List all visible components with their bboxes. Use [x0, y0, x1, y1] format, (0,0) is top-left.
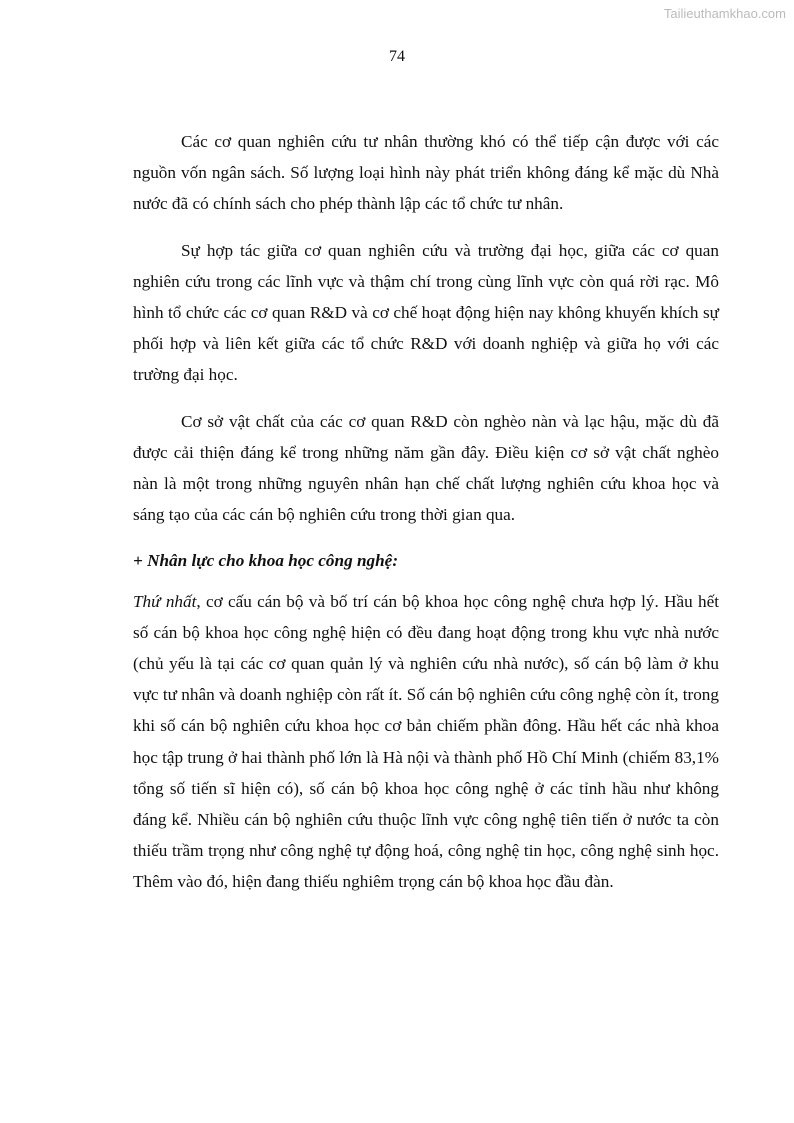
paragraph-human-resources — [133, 586, 719, 898]
paragraph-text: , cơ cấu cán bộ và bố trí cán bộ khoa học công nghệ chưa hợp lý. Hầu hết số cán bộ khoa học công nghệ hiện có đều đang hoạt động trong khu vực nhà nước (chủ yếu là tại các cơ quan quản lý và nghiên cứu nhà nước), số cán bộ làm ở khu vực tư nhân và doanh nghiệp còn rất ít. Số cán bộ nghiên cứu công nghệ còn ít, trong khi số cán bộ nghiên cứu khoa học cơ bản chiếm phần đông. Hầu hết các nhà khoa học tập trung ở hai thành phố lớn là Hà nội và thành phố Hồ Chí Minh (chiếm 83,1% tổng số tiến sĩ hiện có), số cán bộ khoa học công nghệ ở các tỉnh hầu như không đáng kể. Nhiều cán bộ nghiên cứu thuộc lĩnh vực công nghệ tiên tiến ở nước ta còn thiếu trầm trọng như công nghệ tự động hoá, công nghệ tin học, công nghệ sinh học. Thêm vào đó, hiện đang thiếu nghiêm trọng cán bộ khoa học đầu đàn. — [133, 591, 719, 892]
page-number: 74 — [389, 48, 405, 65]
document-body — [133, 126, 719, 898]
paragraph-cooperation: Sự hợp tác giữa cơ quan nghiên cứu và trường đại học, giữa các cơ quan nghiên cứu trong các lĩnh vực và thậm chí trong cùng lĩnh vực còn quá rời rạc. Mô hình tổ chức các cơ quan R&D và cơ chế hoạt động hiện nay không khuyến khích sự phối hợp và liên kết giữa các tổ chức R&D với doanh nghiệp và giữa họ với các trường đại học. — [133, 240, 719, 385]
paragraph-facilities: Cơ sở vật chất của các cơ quan R&D còn nghèo nàn và lạc hậu, mặc dù đã được cải thiện đáng kể trong những năm gần đây. Điều kiện cơ sở vật chất nghèo nàn là một trong những nguyên nhân hạn chế chất lượng nghiên cứu khoa học và sáng tạo của các cán bộ nghiên cứu trong thời gian qua. — [133, 411, 719, 525]
watermark: Tailieuthamkhao.com — [663, 6, 786, 21]
paragraph-lead: Thứ nhất — [133, 591, 197, 611]
paragraph-private-research: Các cơ quan nghiên cứu tư nhân thường khó có thể tiếp cận được với các nguồn vốn ngân sách. Số lượng loại hình này phát triển không đáng kể mặc dù Nhà nước đã có chính sách cho phép thành lập các tổ chức tư nhân. — [133, 132, 719, 214]
section-heading: + Nhân lực cho khoa học công nghệ: — [133, 551, 399, 571]
